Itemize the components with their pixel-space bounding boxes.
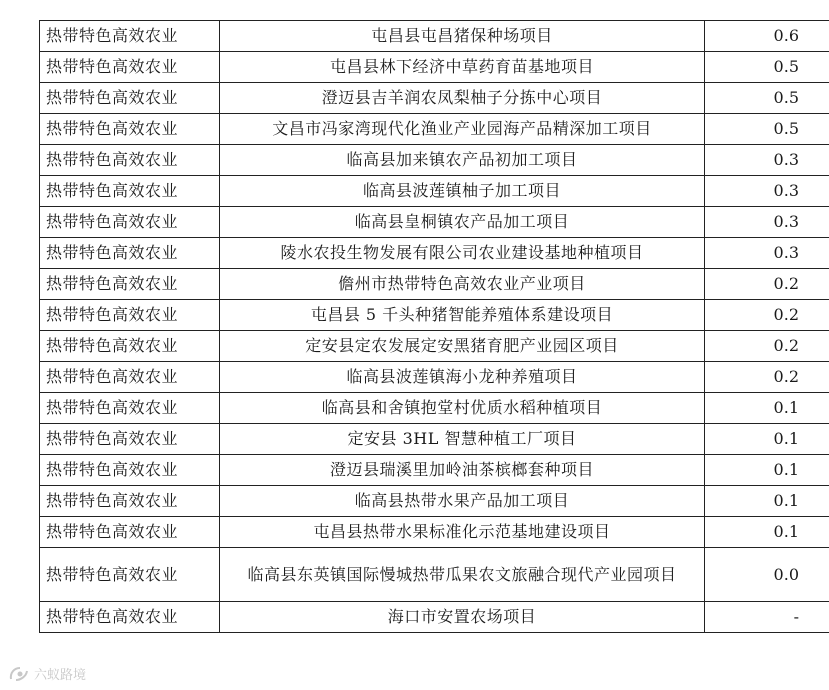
value-cell: 0.2 <box>705 300 829 331</box>
table-row <box>40 176 829 207</box>
table-row <box>40 145 829 176</box>
value-cell: 0.1 <box>705 486 829 517</box>
table-row <box>40 238 829 269</box>
project-table <box>39 20 829 633</box>
category-cell: 热带特色高效农业 <box>40 548 220 602</box>
watermark-text: 六蚁路境 <box>34 668 87 683</box>
project-name-cell: 临高县皇桐镇农产品加工项目 <box>220 207 705 238</box>
value-cell: 0.5 <box>705 114 829 145</box>
value-cell: - <box>705 602 829 633</box>
category-cell: 热带特色高效农业 <box>40 331 220 362</box>
value-cell: 0.2 <box>705 362 829 393</box>
category-cell: 热带特色高效农业 <box>40 393 220 424</box>
project-name-cell: 临高县东英镇国际慢城热带瓜果农文旅融合现代产业园项目 <box>220 548 705 602</box>
table-row <box>40 517 829 548</box>
project-name-cell: 屯昌县 5 千头种猪智能养殖体系建设项目 <box>220 300 705 331</box>
category-cell: 热带特色高效农业 <box>40 602 220 633</box>
project-name-cell: 澄迈县瑞溪里加岭油茶槟榔套种项目 <box>220 455 705 486</box>
project-name-cell: 海口市安置农场项目 <box>220 602 705 633</box>
category-cell: 热带特色高效农业 <box>40 83 220 114</box>
category-cell: 热带特色高效农业 <box>40 424 220 455</box>
category-cell: 热带特色高效农业 <box>40 176 220 207</box>
watermark <box>8 664 86 683</box>
value-cell: 0.2 <box>705 331 829 362</box>
category-cell: 热带特色高效农业 <box>40 517 220 548</box>
project-name-cell: 临高县加来镇农产品初加工项目 <box>220 145 705 176</box>
category-cell: 热带特色高效农业 <box>40 269 220 300</box>
project-name-cell: 临高县热带水果产品加工项目 <box>220 486 705 517</box>
value-cell: 0.1 <box>705 517 829 548</box>
category-cell: 热带特色高效农业 <box>40 455 220 486</box>
project-name-cell: 屯昌县热带水果标准化示范基地建设项目 <box>220 517 705 548</box>
value-cell: 0.0 <box>705 548 829 602</box>
table-row <box>40 331 829 362</box>
project-name-cell: 临高县波莲镇柚子加工项目 <box>220 176 705 207</box>
table-row <box>40 486 829 517</box>
project-name-cell: 定安县定农发展定安黑猪育肥产业园区项目 <box>220 331 705 362</box>
value-cell: 0.3 <box>705 207 829 238</box>
category-cell: 热带特色高效农业 <box>40 21 220 52</box>
project-name-cell: 屯昌县林下经济中草药育苗基地项目 <box>220 52 705 83</box>
table-row <box>40 455 829 486</box>
value-cell: 0.5 <box>705 52 829 83</box>
value-cell: 0.1 <box>705 455 829 486</box>
project-name-cell: 定安县 3HL 智慧种植工厂项目 <box>220 424 705 455</box>
value-cell: 0.1 <box>705 424 829 455</box>
brand-logo-icon <box>8 665 30 683</box>
value-cell: 0.2 <box>705 269 829 300</box>
value-cell: 0.3 <box>705 145 829 176</box>
table-row <box>40 21 829 52</box>
category-cell: 热带特色高效农业 <box>40 52 220 83</box>
value-cell: 0.3 <box>705 238 829 269</box>
table-row <box>40 362 829 393</box>
table-row <box>40 207 829 238</box>
table-row <box>40 52 829 83</box>
project-name-cell: 文昌市冯家湾现代化渔业产业园海产品精深加工项目 <box>220 114 705 145</box>
table-row <box>40 424 829 455</box>
category-cell: 热带特色高效农业 <box>40 238 220 269</box>
project-name-cell: 陵水农投生物发展有限公司农业建设基地种植项目 <box>220 238 705 269</box>
table-row <box>40 300 829 331</box>
table-row <box>40 393 829 424</box>
table-row <box>40 114 829 145</box>
category-cell: 热带特色高效农业 <box>40 362 220 393</box>
table-row <box>40 602 829 633</box>
category-cell: 热带特色高效农业 <box>40 486 220 517</box>
category-cell: 热带特色高效农业 <box>40 300 220 331</box>
project-name-cell: 澄迈县吉羊润农凤梨柚子分拣中心项目 <box>220 83 705 114</box>
category-cell: 热带特色高效农业 <box>40 145 220 176</box>
table-row <box>40 548 829 602</box>
project-name-cell: 临高县和舍镇抱堂村优质水稻种植项目 <box>220 393 705 424</box>
category-cell: 热带特色高效农业 <box>40 114 220 145</box>
value-cell: 0.3 <box>705 176 829 207</box>
category-cell: 热带特色高效农业 <box>40 207 220 238</box>
table-row <box>40 269 829 300</box>
value-cell: 0.1 <box>705 393 829 424</box>
value-cell: 0.6 <box>705 21 829 52</box>
project-name-cell: 临高县波莲镇海小龙种养殖项目 <box>220 362 705 393</box>
project-name-cell: 屯昌县屯昌猪保种场项目 <box>220 21 705 52</box>
table-row <box>40 83 829 114</box>
project-name-cell: 儋州市热带特色高效农业产业项目 <box>220 269 705 300</box>
value-cell: 0.5 <box>705 83 829 114</box>
